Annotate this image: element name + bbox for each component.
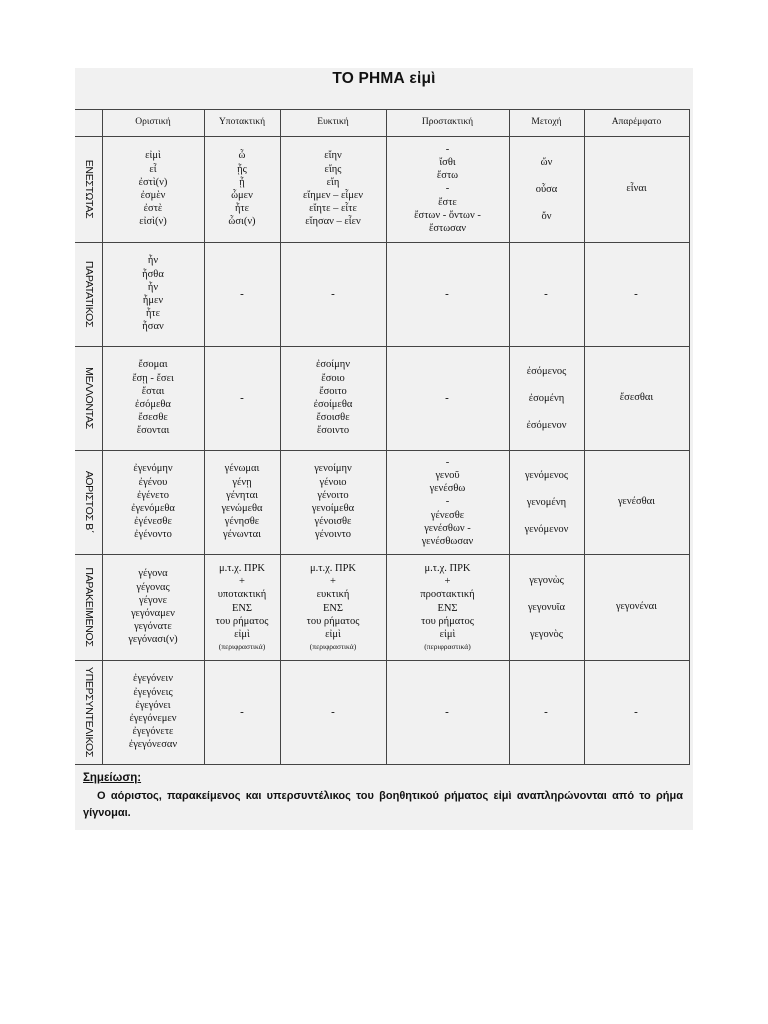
document-page [75,68,693,830]
verb-form: ὄν [541,210,552,222]
verb-form: γενέσθων - [424,522,471,534]
verb-form: εἰμὶ [234,628,250,640]
verb-form: ἔσῃ - ἔσει [132,372,174,384]
verb-form: εἰσὶ(ν) [139,216,167,228]
cell-parakeimenos-aparemfato [584,554,689,660]
empty-form-dash: - [240,288,244,300]
verb-form: ἔσονται [136,425,170,437]
verb-form: γένῃ [232,476,252,488]
verb-form: εἶ [149,163,157,175]
verb-form: ἦσαν [142,321,164,333]
verb-form: (περιφραστικά) [424,642,471,652]
verb-form: εἴην [324,150,342,162]
verb-form: ἐγεγόνεμεν [129,713,177,724]
column-header-ypotaktiki: Υποτακτική [218,117,266,127]
verb-form: γενοίμην [314,463,352,475]
verb-form: γένεσθε [430,509,465,521]
verb-form: γέγονε [138,594,168,606]
note-text: Ο αόριστος, παρακείμενος και υπερσυντέλικος του βοηθητικού ρήματος εἰμὶ αναπληρώνονται από το ρήμα γίγνομαι. [83,790,683,819]
verb-form: γεγονυῖα [527,601,566,613]
verb-form: γενέσθαι [617,496,656,508]
verb-form: ευκτική [316,589,350,601]
verb-form: ἐγένετο [136,489,170,501]
verb-form: ἐσομένη [528,392,565,404]
verb-form: οὖσα [535,183,558,195]
verb-form: ὦ [238,150,246,162]
cell-enestotas-ypotaktiki [204,136,280,242]
verb-form: γενοῦ [435,469,460,481]
verb-form: ἦμεν [142,295,164,306]
verb-form: γεγόνατε [134,621,172,633]
empty-form-dash: - [445,706,449,718]
verb-form: ἦτε [145,308,161,320]
verb-form: ᾖς [237,163,247,175]
verb-form: εἶναι [626,183,647,195]
empty-form-dash: - [240,706,244,718]
verb-form: ἦν [147,281,159,293]
verb-form: γένηται [226,489,258,501]
verb-form: μ.τ.χ. ΠΡΚ [218,562,265,574]
verb-form: ἦν [147,255,159,267]
verb-form: γένοιο [319,476,347,488]
column-header-efktiki: Ευκτική [317,117,349,127]
verb-form: γένωνται [222,529,261,541]
verb-form: γένησθε [224,516,260,528]
empty-form-dash: - [544,288,548,300]
verb-form: υποτακτική [217,589,267,601]
column-header-metochi: Μετοχή [531,117,562,127]
cell-mellontas-aparemfato [584,346,689,450]
verb-form: + [330,576,336,588]
empty-form-dash: - [331,288,335,300]
cell-parakeimenos-ypotaktiki [204,554,280,660]
verb-form: (περιφραστικά) [309,642,357,652]
verb-form: ἔσοισθε [316,412,350,424]
cell-parakeimenos-efktiki [280,554,386,660]
cell-mellontas-metochi [509,346,584,450]
verb-form: γεγόναμεν [131,608,175,619]
verb-form: ἔσται [141,385,165,397]
verb-form: (περιφραστικά) [218,642,266,652]
verb-form: ἔσομαι [138,359,168,371]
verb-form: γενόμενον [524,523,569,535]
verb-form: ἦσθα [142,268,164,280]
verb-form: του ρήματος [421,615,474,627]
column-header-prostaktiki: Προστακτική [421,117,474,127]
empty-form-dash: - [445,288,449,300]
verb-form: ἔστωσαν [428,223,467,234]
verb-form: + [239,576,245,588]
row-label-text: ΠΑΡΑΤΑΤΙΚΟΣ [82,260,95,328]
column-header-oristiki: Οριστική [135,117,171,127]
verb-form: ὦμεν [231,190,253,201]
verb-form: εἴη [326,176,340,188]
verb-form: ἔσοιντο [316,425,350,437]
verb-form: του ρήματος [306,615,360,627]
verb-form: ἐσμὲν [140,190,166,201]
verb-form: ἐσοίμεθα [313,399,353,410]
verb-form: γενομένη [526,496,567,508]
verb-form: ΕΝΣ [437,602,458,614]
verb-form: ἔσοιο [321,372,345,384]
verb-form: εἰμὶ [145,150,161,162]
verb-form: ἐγένεσθε [134,516,172,528]
cell-parakeimenos-metochi [509,554,584,660]
verb-form: γένοιτο [317,489,349,501]
verb-form: ἐγεγόνειν [133,673,173,685]
verb-form: ἔσοιτο [319,385,347,397]
verb-form: ἔστω [436,170,459,182]
verb-form: γεγονὼς [529,574,564,586]
cell-enestotas-prostaktiki [386,136,509,242]
verb-form: + [444,576,451,588]
row-label-aoristos-b [75,450,102,554]
row-label-ypersyntelikos [75,660,102,764]
cell-parakeimenos-oristiki [102,554,204,660]
empty-form-dash: - [634,288,638,300]
verb-form: γενέσθω [429,483,466,495]
verb-form: ὤν [540,156,553,168]
empty-form-dash: - [634,706,638,718]
row-label-text: ΠΑΡΑΚΕΙΜΕΝΟΣ [82,567,95,647]
verb-form: γέγονα [138,568,168,580]
row-label-paratatikos [75,242,102,346]
verb-form: γεγονὸς [530,628,563,640]
row-label-mellontas [75,346,102,450]
cell-parakeimenos-prostaktiki [386,554,509,660]
verb-form: ἐγενόμην [133,463,173,475]
empty-form-dash: - [331,706,335,718]
verb-form: γεγονέναι [616,601,657,613]
verb-form: γένοισθε [314,516,352,528]
verb-form: ΕΝΣ [322,602,344,614]
row-label-parakeimenos [75,554,102,660]
cell-enestotas-efktiki [280,136,386,242]
cell-mellontas-oristiki [102,346,204,450]
verb-form: εἰμὶ [439,628,456,640]
verb-form: προστακτική [420,589,475,601]
row-label-text: ΕΝΕΣΤΩΤΑΣ [82,159,95,219]
cell-enestotas-metochi [509,136,584,242]
verb-form: εἴημεν – εἶμεν [302,190,364,201]
cell-aoristos-b-prostaktiki [386,450,509,554]
cell-aoristos-b-aparemfato [584,450,689,554]
verb-form: ἦτε [234,203,250,215]
verb-form: εἴητε – εἶτε [309,203,357,215]
verb-form: εἰμὶ [325,628,341,640]
cell-aoristos-b-metochi [509,450,584,554]
verb-form: ἐσόμεθα [135,399,171,410]
verb-form: ἐγεγόνεσαν [128,739,178,751]
verb-form: γενέσθωσαν [421,536,474,547]
cell-enestotas-oristiki [102,136,204,242]
verb-form: ΕΝΣ [231,602,253,614]
verb-form: ἔστε [438,196,457,208]
cell-enestotas-aparemfato [584,136,689,242]
verb-form: ἐσόμενος [526,365,567,377]
verb-form: γένοιντο [314,529,352,541]
verb-form: ἐγεγόνει [135,699,171,711]
verb-form: ἐγεγόνετε [132,726,174,738]
cell-paratatikos-oristiki [102,242,204,346]
cell-ypersyntelikos-oristiki [102,660,204,764]
verb-form: ᾖ [239,176,245,188]
verb-form: μ.τ.χ. ΠΡΚ [309,562,356,574]
verb-form: - [445,456,450,468]
empty-form-dash: - [544,706,548,718]
verb-form: - [445,143,450,155]
verb-form: γενώμεθα [221,503,263,514]
verb-form: - [445,496,450,508]
note-title: Σημείωση: [83,772,142,784]
cell-mellontas-efktiki [280,346,386,450]
verb-form: ἔσεσθε [138,412,168,424]
row-label-text: ΑΟΡΙΣΤΟΣ Β΄ [82,470,95,534]
empty-form-dash: - [445,392,449,404]
verb-form: ἔσεσθαι [619,392,654,404]
verb-form: γέγονας [136,581,170,593]
verb-form: ἴσθι [439,156,456,168]
empty-form-dash: - [240,392,244,404]
verb-form: μ.τ.χ. ΠΡΚ [424,562,471,574]
verb-form: ἐγενόμεθα [131,503,175,514]
verb-form: ἐγεγόνεις [133,686,173,698]
conjugation-table [75,109,690,765]
verb-form: γενόμενος [524,469,569,481]
verb-form: ἐγένου [138,476,168,488]
verb-form: ἐσόμενον [526,419,567,431]
verb-form: ἐσοίμην [315,359,350,371]
cell-aoristos-b-oristiki [102,450,204,554]
verb-form: - [445,183,450,195]
cell-aoristos-b-efktiki [280,450,386,554]
verb-form: ἔστων - ὄντων - [414,209,481,221]
verb-form: ὦσι(ν) [228,216,256,228]
verb-form: εἴης [324,163,342,175]
cell-aoristos-b-ypotaktiki [204,450,280,554]
verb-form: γεγόνασι(ν) [128,634,178,646]
verb-form: γενοίμεθα [311,503,355,514]
row-label-text: ΜΕΛΛΟΝΤΑΣ [82,367,95,429]
row-label-text: ΥΠΕΡΣΥΝΤΕΛΙΚΟΣ [82,666,95,758]
verb-form: του ρήματος [215,615,269,627]
verb-form: εἴησαν – εἶεν [305,216,361,228]
row-label-enestotas [75,136,102,242]
verb-form: ἐγένοντο [134,529,172,541]
document-title: ΤΟ ΡΗΜΑ εἰμὶ [332,70,436,87]
column-header-aparemfato: Απαρέμφατο [611,117,662,127]
verb-form: ἐστὲ [143,203,163,215]
verb-form: ἐστὶ(ν) [138,176,168,188]
verb-form: γένωμαι [224,463,260,475]
note-section [83,772,683,822]
